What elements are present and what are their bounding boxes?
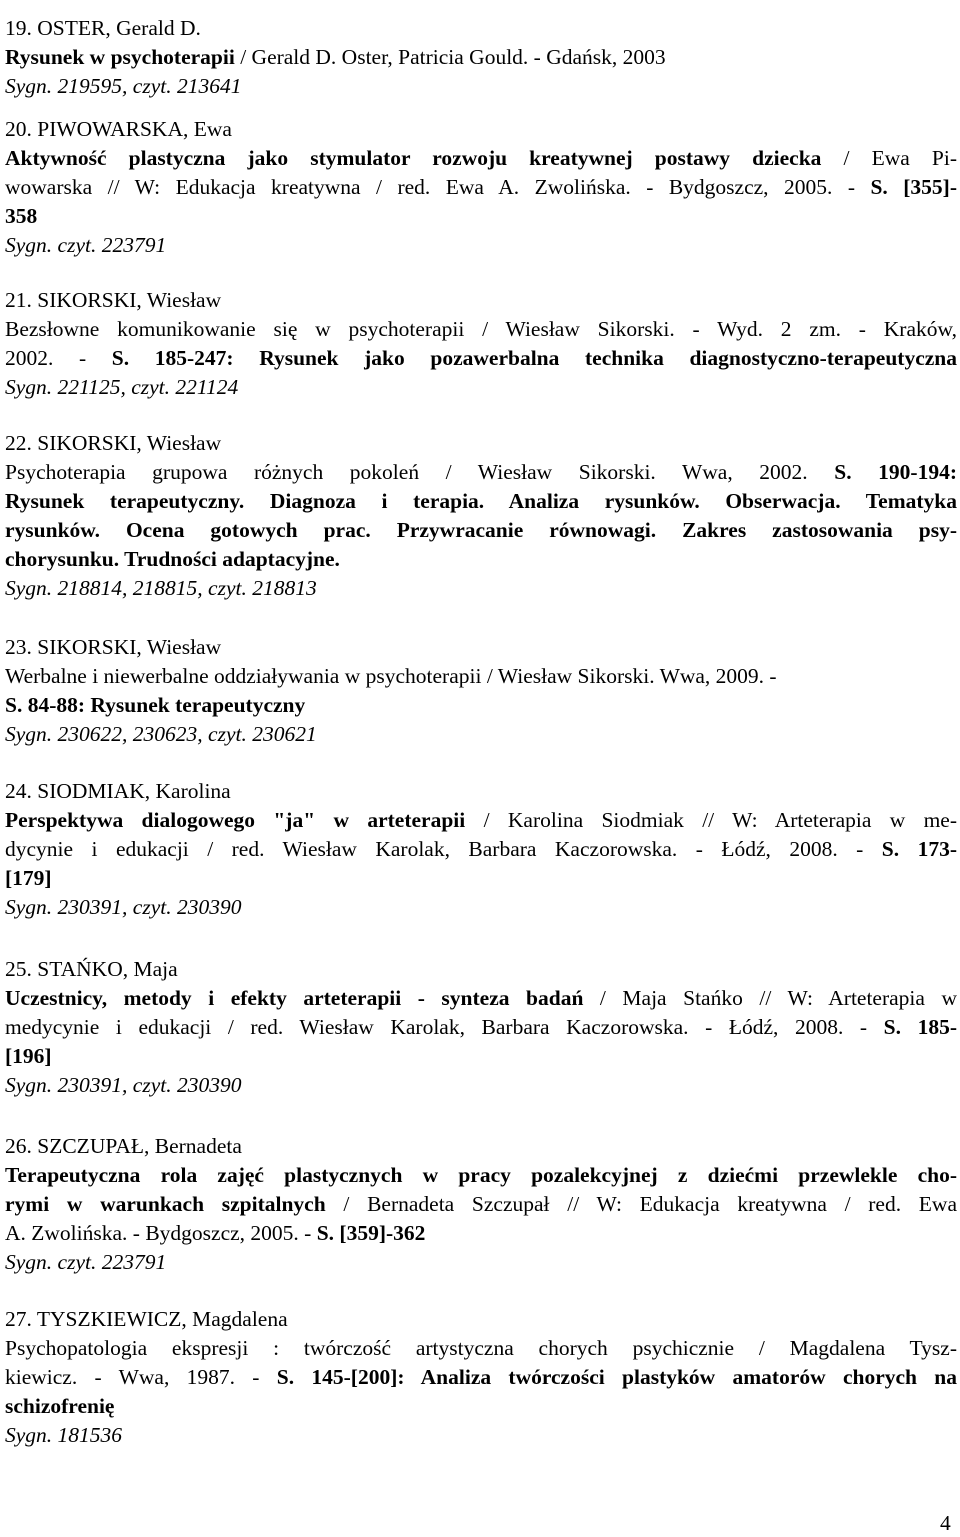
call-number: Sygn. 221125, czyt. 221124 — [5, 375, 239, 399]
entry-number: 25. — [5, 957, 32, 981]
entry-text: A. Zwolińska. - Bydgoszcz, 2005. - — [5, 1221, 317, 1245]
entry-line — [5, 516, 957, 545]
bold-text: Aktywność plastyczna jako stymulator rozwoju kreatywnej postawy dziecka — [5, 146, 822, 170]
bold-text: Terapeutyczna rola zajęć plastycznych w pracy pozalekcyjnej z dziećmi przewlekle cho- — [5, 1163, 957, 1187]
entry-line — [5, 1071, 241, 1100]
entry-text: dycynie i edukacji / red. Wiesław Karolak, Barbara Kaczorowska. - Łódź, 2008. - — [5, 837, 882, 861]
entry-line — [5, 864, 52, 893]
entry-line — [5, 43, 666, 72]
entry-author: OSTER, Gerald D. — [37, 16, 201, 40]
entry-heading — [5, 633, 221, 662]
entry-number: 21. — [5, 288, 32, 312]
entry-line — [5, 1363, 957, 1392]
entry-line — [5, 1421, 122, 1450]
entry-text: kiewicz. - Wwa, 1987. - — [5, 1365, 277, 1389]
bold-text: [196] — [5, 1044, 52, 1068]
entry-text: wowarska // W: Edukacja kreatywna / red. Ewa A. Zwolińska. - Bydgoszcz, 2005. - — [5, 175, 871, 199]
entry-heading — [5, 1132, 242, 1161]
entry-line — [5, 144, 957, 173]
entry-text: Bezsłowne komunikowanie się w psychoterapii / Wiesław Sikorski. - Wyd. 2 zm. - Kraków, — [5, 317, 957, 341]
call-number: Sygn. 219595, czyt. 213641 — [5, 74, 242, 98]
entry-line — [5, 720, 317, 749]
entry-heading — [5, 429, 221, 458]
entry-heading — [5, 955, 178, 984]
entry-line — [5, 231, 166, 260]
entry-line — [5, 315, 957, 344]
entry-text: / Gerald D. Oster, Patricia Gould. - Gdańsk, 2003 — [234, 45, 666, 69]
call-number: Sygn. 181536 — [5, 1423, 123, 1447]
entry-text: 2002. - — [5, 346, 112, 370]
bold-text: Rysunek w psychoterapii — [5, 45, 235, 69]
entry-text: Psychoterapia grupowa różnych pokoleń / Wiesław Sikorski. Wwa, 2002. — [5, 460, 835, 484]
entry-line — [5, 373, 238, 402]
entry-number: 20. — [5, 117, 32, 141]
entry-number: 27. — [5, 1307, 32, 1331]
entry-line — [5, 458, 957, 487]
entry-line — [5, 806, 957, 835]
entry-author: SIKORSKI, Wiesław — [37, 431, 222, 455]
entry-line — [5, 1013, 957, 1042]
bold-text: [179] — [5, 866, 52, 890]
entry-line — [5, 1334, 957, 1363]
call-number: Sygn. 230391, czyt. 230390 — [5, 1073, 242, 1097]
bold-text: schizofrenię — [5, 1394, 115, 1418]
entry-text: Psychopatologia ekspresji : twórczość artystyczna chorych psychicznie / Magdalena Tysz- — [5, 1336, 957, 1360]
bold-text: 358 — [5, 204, 38, 228]
bold-text: rysunków. Ocena gotowych prac. Przywracanie równowagi. Zakres zastosowania psy- — [5, 518, 957, 542]
entry-author: TYSZKIEWICZ, Magdalena — [36, 1307, 288, 1331]
entry-text: / Ewa Pi- — [821, 146, 957, 170]
entry-line — [5, 1248, 166, 1277]
entry-line — [5, 1161, 957, 1190]
bold-text: S. 185-247: Rysunek jako pozawerbalna technika diagnostyczno-terapeutyczna — [111, 346, 957, 370]
entry-line — [5, 574, 317, 603]
entry-line — [5, 1392, 114, 1421]
bold-text: Rysunek terapeutyczny. Diagnoza i terapia. Analiza rysunków. Obserwacja. Tematyka — [5, 489, 957, 513]
bold-text: S. 84-88: Rysunek terapeutyczny — [5, 693, 306, 717]
page-number: 4 — [940, 1511, 951, 1535]
entry-line — [5, 487, 957, 516]
entry-author: SIKORSKI, Wiesław — [37, 635, 222, 659]
entry-heading — [5, 14, 201, 43]
entry-number: 19. — [5, 16, 32, 40]
call-number: Sygn. 230622, 230623, czyt. 230621 — [5, 722, 317, 746]
entry-line — [5, 835, 957, 864]
entry-heading — [5, 115, 232, 144]
call-number: Sygn. 230391, czyt. 230390 — [5, 895, 242, 919]
entry-author: SZCZUPAŁ, Bernadeta — [37, 1134, 242, 1158]
entry-heading — [5, 286, 221, 315]
entry-number: 26. — [5, 1134, 32, 1158]
entry-line — [5, 1042, 52, 1071]
entry-text: / Karolina Siodmiak // W: Arteterapia w me- — [465, 808, 958, 832]
bold-text: rymi w warunkach szpitalnych — [5, 1192, 326, 1216]
entry-number: 23. — [5, 635, 32, 659]
entry-text: Werbalne i niewerbalne oddziaływania w psychoterapii / Wiesław Sikorski. Wwa, 2009. - — [5, 664, 777, 688]
entry-heading — [5, 1305, 288, 1334]
call-number: Sygn. czyt. 223791 — [5, 233, 167, 257]
entry-line — [5, 893, 241, 922]
entry-line — [5, 984, 957, 1013]
entry-text: / Bernadeta Szczupał // W: Edukacja kreatywna / red. Ewa — [325, 1192, 957, 1216]
entry-author: SIKORSKI, Wiesław — [37, 288, 222, 312]
entry-line — [5, 202, 37, 231]
call-number: Sygn. 218814, 218815, czyt. 218813 — [5, 576, 317, 600]
call-number: Sygn. czyt. 223791 — [5, 1250, 167, 1274]
bold-text: Perspektywa dialogowego "ja" w arteterapii — [5, 808, 466, 832]
bold-text: S. 173- — [881, 837, 957, 861]
entry-author: SIODMIAK, Karolina — [37, 779, 231, 803]
bold-text: S. 190-194: — [834, 460, 957, 484]
entry-number: 22. — [5, 431, 32, 455]
bold-text: Uczestnicy, metody i efekty arteterapii - synteza badań — [5, 986, 584, 1010]
bold-text: S. 145-[200]: Analiza twórczości plastyków amatorów chorych na — [276, 1365, 957, 1389]
entry-line — [5, 662, 777, 691]
entry-author: PIWOWARSKA, Ewa — [37, 117, 232, 141]
bold-text: S. [355]- — [870, 175, 957, 199]
bold-text: S. 185- — [883, 1015, 957, 1039]
entry-heading — [5, 777, 231, 806]
bold-text: S. [359]-362 — [316, 1221, 426, 1245]
entry-number: 24. — [5, 779, 32, 803]
entry-line — [5, 344, 957, 373]
entry-line — [5, 72, 241, 101]
bold-text: chorysunku. Trudności adaptacyjne. — [5, 547, 340, 571]
entry-line — [5, 173, 957, 202]
entry-text: / Maja Stańko // W: Arteterapia w — [583, 986, 957, 1010]
entry-line — [5, 691, 305, 720]
entry-line — [5, 1190, 957, 1219]
entry-text: medycynie i edukacji / red. Wiesław Karolak, Barbara Kaczorowska. - Łódź, 2008. - — [5, 1015, 884, 1039]
entry-author: STAŃKO, Maja — [37, 957, 178, 981]
entry-line — [5, 1219, 425, 1248]
entry-line — [5, 545, 340, 574]
